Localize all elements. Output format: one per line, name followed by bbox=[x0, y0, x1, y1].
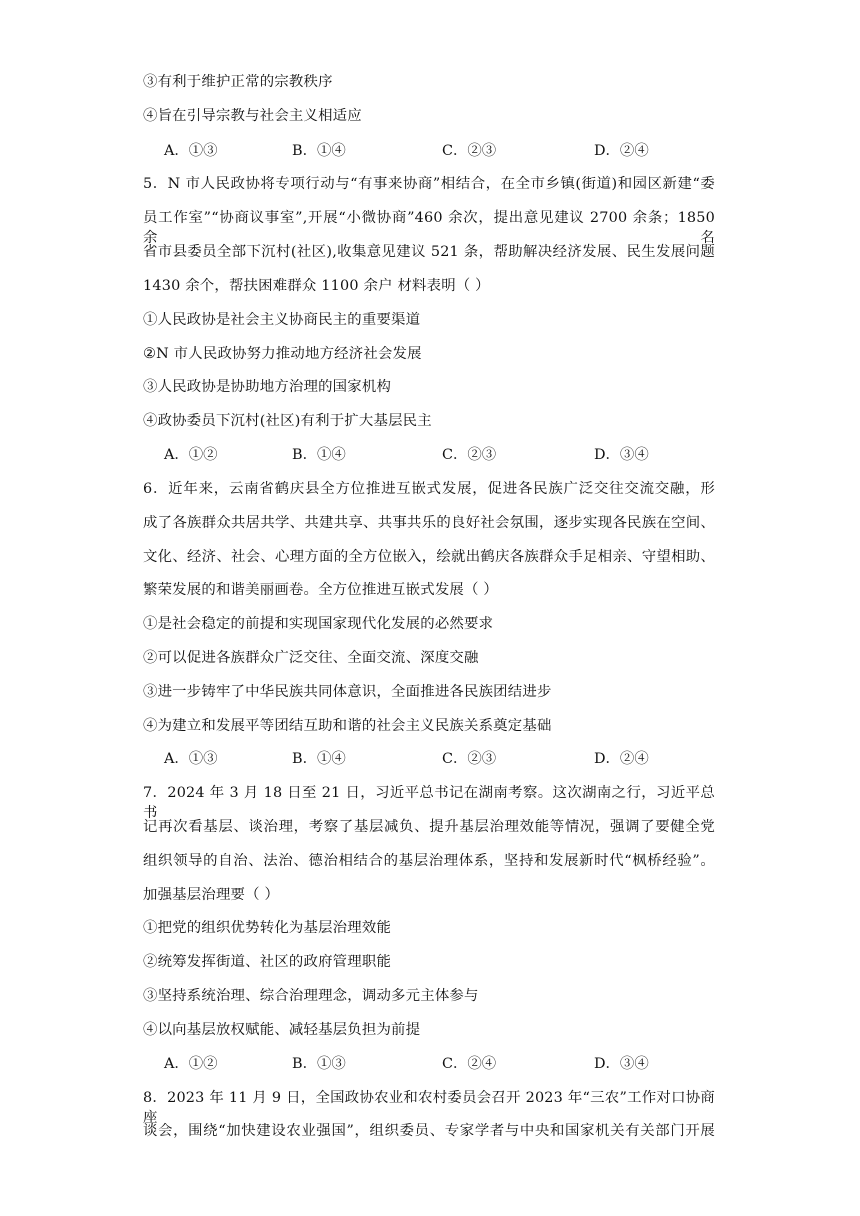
q4-option-c[interactable]: C．②③ bbox=[442, 143, 497, 159]
q4-option-a[interactable]: A．①③ bbox=[164, 143, 218, 159]
q6-stem-line: 成了各族群众共居共学、共建共享、共事共乐的良好社会氛围，逐步实现各民族在空间、 bbox=[143, 515, 715, 531]
q5-statement-3: ③人民政协是协助地方治理的国家机构 bbox=[143, 379, 392, 395]
q5-stem-line: 5．N 市人民政协将专项行动与“有事来协商”相结合，在全市乡镇(街道)和园区新建“委 bbox=[143, 176, 715, 192]
q5-statement-2: ②N 市人民政协努力推动地方经济社会发展 bbox=[143, 346, 422, 362]
q7-stem-line: 组织领导的自治、法治、德治相结合的基层治理体系，坚持和发展新时代“枫桥经验”。 bbox=[143, 853, 715, 869]
q7-statement-4: ④以向基层放权赋能、减轻基层负担为前提 bbox=[143, 1022, 421, 1038]
q5-stem-line: 1430 余个，帮扶困难群众 1100 余户 材料表明（ ） bbox=[143, 278, 490, 294]
q5-option-d[interactable]: D．③④ bbox=[594, 447, 649, 463]
q7-option-d[interactable]: D．③④ bbox=[594, 1056, 649, 1072]
q8-stem-line: 谈会，围绕“加快建设农业强国”，组织委员、专家学者与中央和国家机关有关部门开展 bbox=[143, 1123, 715, 1139]
q6-statement-4: ④为建立和发展平等团结互助和谐的社会主义民族关系奠定基础 bbox=[143, 718, 552, 734]
q5-option-a[interactable]: A．①② bbox=[164, 447, 218, 463]
q7-statement-3: ③坚持系统治理、综合治理理念，调动多元主体参与 bbox=[143, 988, 479, 1004]
q6-stem-line: 文化、经济、社会、心理方面的全方位嵌入，绘就出鹤庆各族群众手足相亲、守望相助、 bbox=[143, 549, 715, 565]
q4-options bbox=[164, 141, 684, 161]
q7-option-b[interactable]: B．①③ bbox=[292, 1056, 346, 1072]
q7-statement-1: ①把党的组织优势转化为基层治理效能 bbox=[143, 920, 392, 936]
q7-statement-2: ②统筹发挥街道、社区的政府管理职能 bbox=[143, 954, 392, 970]
q7-option-a[interactable]: A．①② bbox=[164, 1056, 218, 1072]
q6-statement-3: ③进一步铸牢了中华民族共同体意识，全面推进各民族团结进步 bbox=[143, 684, 552, 700]
q5-statement-4: ④政协委员下沉村(社区)有利于扩大基层民主 bbox=[143, 413, 432, 429]
q6-statement-2: ②可以促进各族群众广泛交往、全面交流、深度交融 bbox=[143, 650, 479, 666]
q7-option-c[interactable]: C．②④ bbox=[442, 1056, 497, 1072]
q6-option-a[interactable]: A．①③ bbox=[164, 751, 218, 767]
q6-option-c[interactable]: C．②③ bbox=[442, 751, 497, 767]
q4-option-d[interactable]: D．②④ bbox=[594, 143, 649, 159]
q6-stem-line: 6．近年来，云南省鹤庆县全方位推进互嵌式发展，促进各民族广泛交往交流交融，形 bbox=[143, 481, 715, 497]
q6-option-d[interactable]: D．②④ bbox=[594, 751, 649, 767]
q5-option-c[interactable]: C．②③ bbox=[442, 447, 497, 463]
q4-statement-4: ④旨在引导宗教与社会主义相适应 bbox=[143, 108, 362, 124]
q7-stem-line: 7．2024 年 3 月 18 日至 21 日，习近平总书记在湖南考察。这次湖南之行，习近平总书 bbox=[143, 785, 715, 821]
q5-stem-line: 省市县委员全部下沉村(社区),收集意见建议 521 条，帮助解决经济发展、民生发展问题 bbox=[143, 244, 715, 260]
q5-statement-1: ①人民政协是社会主义协商民主的重要渠道 bbox=[143, 312, 421, 328]
q5-option-b[interactable]: B．①④ bbox=[292, 447, 346, 463]
q4-statement-3: ③有利于维护正常的宗教秩序 bbox=[143, 74, 333, 90]
q6-option-b[interactable]: B．①④ bbox=[292, 751, 346, 767]
q6-stem-line: 繁荣发展的和谐美丽画卷。全方位推进互嵌式发展（ ） bbox=[143, 582, 498, 598]
q5-options bbox=[164, 445, 684, 465]
q4-option-b[interactable]: B．①④ bbox=[292, 143, 346, 159]
q8-stem-line: 8．2023 年 11 月 9 日，全国政协农业和农村委员会召开 2023 年“三农”工作对口协商座 bbox=[143, 1090, 715, 1126]
q6-options bbox=[164, 749, 684, 769]
q7-stem-line: 加强基层治理要（ ） bbox=[143, 887, 280, 903]
q7-stem-line: 记再次看基层、谈治理，考察了基层减负、提升基层治理效能等情况，强调了要健全党 bbox=[143, 819, 715, 835]
q6-statement-1: ①是社会稳定的前提和实现国家现代化发展的必然要求 bbox=[143, 616, 494, 632]
q7-options bbox=[164, 1054, 684, 1074]
q5-stem-line: 员工作室”“协商议事室”,开展“小微协商”460 余次，提出意见建议 2700 余条；1850 余名 bbox=[143, 210, 715, 246]
